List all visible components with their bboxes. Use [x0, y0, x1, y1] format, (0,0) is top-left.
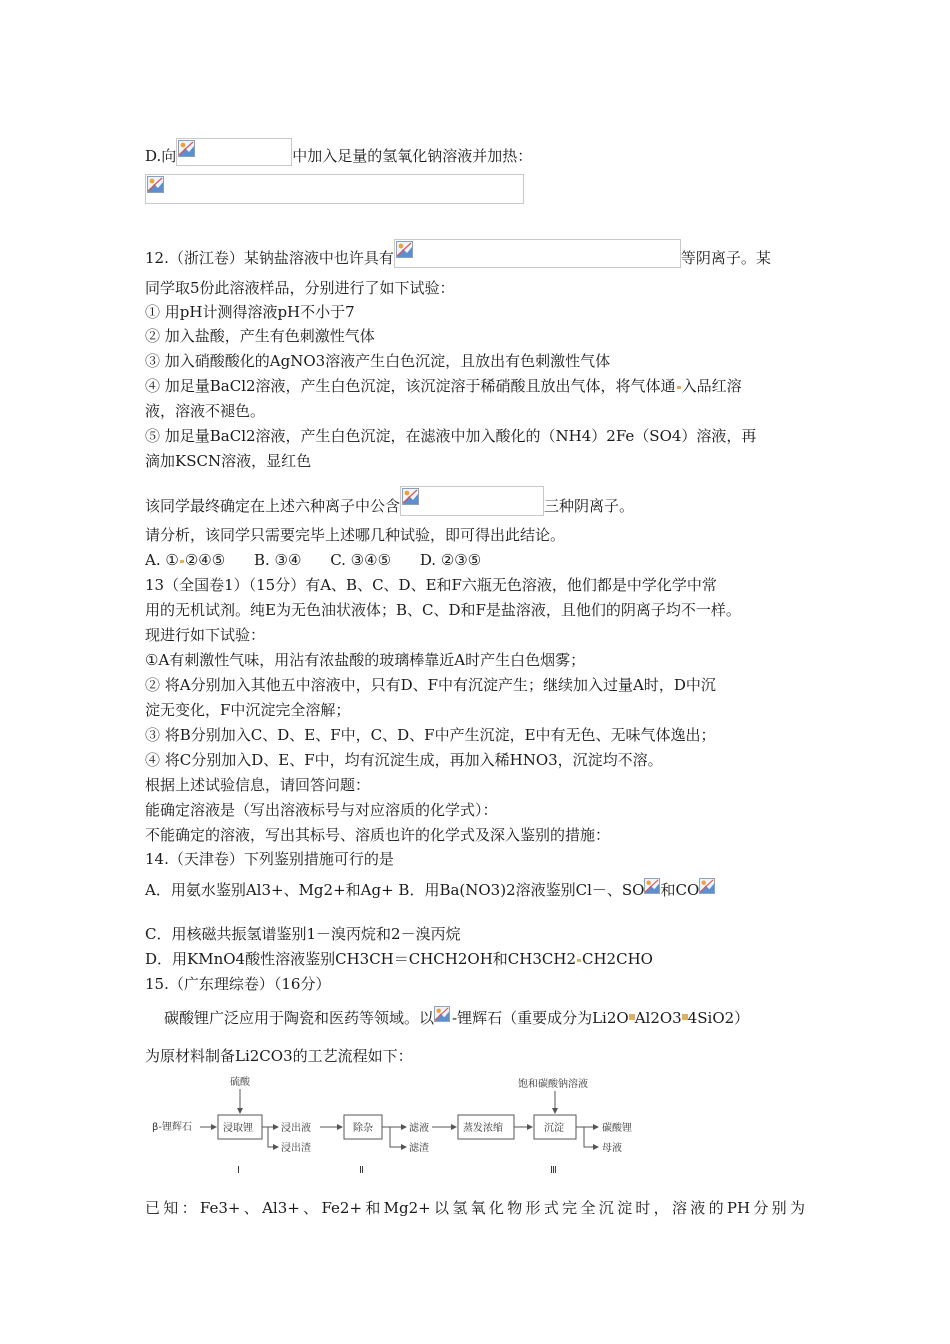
- flow-out1a: 浸出液: [281, 1123, 311, 1134]
- flow-box4-label: 沉淀: [544, 1123, 564, 1134]
- q12-conclusion-end: 三种阴离子。: [544, 497, 635, 515]
- flow-box1-label: 浸取锂: [223, 1123, 253, 1134]
- q12-options: [145, 550, 481, 570]
- q12-conclusion: [145, 486, 634, 516]
- flow-stage-1: Ⅰ: [237, 1165, 240, 1176]
- q12-intro-end: 等阴离子。某: [680, 249, 771, 267]
- flow-stage-2: Ⅱ: [359, 1165, 364, 1176]
- q13-line-5: ② 将A分别加入其他五中溶液中，只有D、F中有沉淀产生；继续加入过量A时，D中沉: [145, 676, 716, 694]
- broken-image-icon: [178, 140, 195, 157]
- beta-image-placeholder: [434, 1006, 452, 1028]
- flow-box2-label: 除杂: [353, 1123, 373, 1134]
- q12-item-4-a: ④ 加足量BaCl2溶液，产生白色沉淀，该沉淀溶于稀硝酸且放出气体，将气体通: [145, 377, 676, 395]
- q14-option-d-b: CH2CHO: [582, 950, 653, 968]
- option-c: C. ③④⑤: [330, 551, 392, 569]
- q14-option-ab-mid: 和CO: [660, 881, 700, 899]
- flow-out2b: 滤渣: [409, 1143, 429, 1154]
- flow-out1b: 浸出渣: [281, 1143, 311, 1154]
- q15-known: 已知：Fe3+、Al3+、Fe2+和Mg2+以氢氧化物形式完全沉淀时，溶液的PH分别为: [145, 1199, 805, 1217]
- q15-line2: 为原材料制备Li2CO3的工艺流程如下：: [145, 1047, 413, 1065]
- q13-line-3: 现进行如下试验：: [145, 626, 266, 644]
- q13-line-4: ①A有刺激性气味，用沾有浓盐酸的玻璃棒靠近A时产生白色烟雾；: [145, 651, 586, 669]
- sulfate-image-placeholder: [644, 878, 660, 900]
- carbonate-image-placeholder: [699, 878, 715, 900]
- q12-item-1: ① 用pH计测得溶液pH不小于7: [145, 303, 355, 321]
- q12-intro-start: 12.（浙江卷）某钠盐溶液中也许具有: [145, 249, 394, 267]
- option-a-part1: A. ①: [145, 551, 179, 569]
- q15-title: 15.（广东理综卷）（16分）: [145, 975, 331, 993]
- broken-image-icon: [396, 241, 413, 258]
- flow-start: β-锂辉石: [152, 1122, 192, 1133]
- q15-intro-b: -锂辉石（重要成分为Li2O: [452, 1009, 629, 1027]
- q12-item-3: ③ 加入硝酸酸化的AgNO3溶液产生白色沉淀，且放出有色刺激性气体: [145, 352, 611, 370]
- flow-out4b: 母液: [602, 1143, 622, 1154]
- d-option-line: [145, 138, 532, 166]
- broken-image-icon: [434, 1006, 450, 1022]
- formula-image-placeholder: [176, 138, 292, 166]
- q13-line-7: ③ 将B分别加入C、D、E、F中，C、D、F中产生沉淀，E中有无色、无味气体逸出；: [145, 726, 716, 744]
- d-option-prefix: D.向: [145, 147, 177, 165]
- q12-ask: 请分析，该同学只需要完毕上述哪几种试验，即可得出此结论。: [145, 526, 566, 544]
- q12-intro: [145, 239, 771, 268]
- flow-acid: 硫酸: [230, 1077, 250, 1088]
- q13-line-1: 13（全国卷1）（15分）有A、B、C、D、E和F六瓶无色溶液，他们都是中学化学中常: [145, 576, 717, 594]
- q15-intro: [164, 1006, 749, 1028]
- q12-item-5-b: 滴加KSCN溶液，显红色: [145, 452, 312, 470]
- q12-item-4-c: 液，溶液不褪色。: [145, 402, 266, 420]
- q13-line-8: ④ 将C分别加入D、E、F中，均有沉淀生成，再加入稀HNO3，沉淀均不溶。: [145, 751, 663, 769]
- q12-line2: 同学取5份此溶液样品，分别进行了如下试验：: [145, 279, 455, 297]
- option-d: D. ②③⑤: [419, 551, 482, 569]
- q12-item-2: ② 加入盐酸，产生有色刺激性气体: [145, 327, 375, 345]
- anion-list-image-placeholder: [394, 239, 681, 268]
- q15-intro-c: Al2O3: [634, 1009, 682, 1027]
- d-option-suffix: 中加入足量的氢氧化钠溶液并加热：: [292, 147, 533, 165]
- option-a-part2: ②④⑤: [184, 551, 226, 569]
- broken-image-icon: [699, 878, 715, 894]
- q12-item-4: [145, 376, 742, 396]
- q15-intro-a: 碳酸锂广泛应用于陶瓷和医药等领域。以: [164, 1009, 435, 1027]
- q12-item-5-a: ⑤ 加足量BaCl2溶液，产生白色沉淀，在滤液中加入酸化的（NH4）2Fe（SO4）溶液，再: [145, 427, 757, 445]
- q14-option-d-a: D．用KMnO4酸性溶液鉴别CH3CH＝CHCH2OH和CH3CH2: [145, 950, 576, 968]
- process-flow-diagram: [150, 1075, 650, 1179]
- q15-intro-d: 4SiO2）: [687, 1009, 750, 1027]
- q12-conclusion-start: 该同学最终确定在上述六种离子中公含: [145, 497, 401, 515]
- equation-image-placeholder: [145, 174, 524, 204]
- option-b: B. ③④: [253, 551, 302, 569]
- flow-stage-3: Ⅲ: [550, 1165, 557, 1176]
- flow-box3-label: 蒸发浓缩: [463, 1123, 503, 1134]
- flow-out2a: 滤液: [409, 1123, 429, 1134]
- q14-option-d: [145, 949, 653, 969]
- broken-image-icon: [402, 488, 419, 505]
- q14-option-ab-text: A．用氨水鉴别Al3+、Mg2+和Ag+ B．用Ba(NO3)2溶液鉴别Cl－、SO: [145, 881, 645, 899]
- q14-title: 14.（天津卷）下列鉴别措施可行的是: [145, 850, 394, 868]
- q14-option-ab: [145, 878, 715, 900]
- flow-reagent: 饱和碳酸钠溶液: [518, 1079, 588, 1090]
- q13-line-11: 不能确定的溶液，写出其标号、溶质也许的化学式及深入鉴别的措施：: [145, 826, 611, 844]
- q13-line-6: 淀无变化，F中沉淀完全溶解；: [145, 701, 351, 719]
- q12-item-4-b: 入品红溶: [681, 377, 742, 395]
- broken-image-icon: [147, 176, 164, 193]
- broken-image-icon: [644, 878, 660, 894]
- q13-line-2: 用的无机试剂。纯E为无色油状液体；B、C、D和F是盐溶液，且他们的阴离子均不一样。: [145, 601, 741, 619]
- q13-line-10: 能确定溶液是（写出溶液标号与对应溶质的化学式）：: [145, 801, 498, 819]
- flow-out4a: 碳酸锂: [602, 1123, 632, 1134]
- q14-option-c: C．用核磁共振氢谱鉴别1－溴丙烷和2－溴丙烷: [145, 925, 461, 943]
- q13-line-9: 根据上述试验信息，请回答问题：: [145, 776, 371, 794]
- three-anions-image-placeholder: [400, 486, 544, 516]
